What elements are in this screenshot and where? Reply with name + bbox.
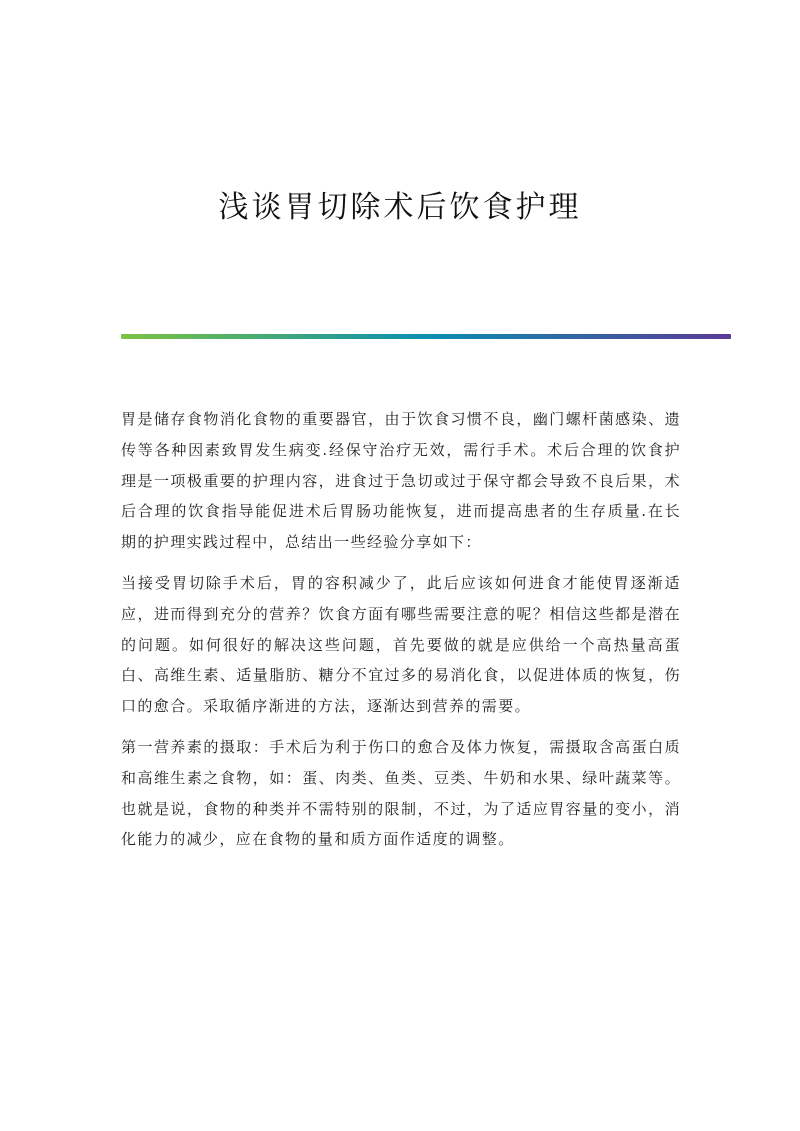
document-title: 浅谈胃切除术后饮食护理 [218,190,582,225]
paragraph-post-surgery-questions: 当接受胃切除手术后，胃的容积减少了，此后应该如何进食才能使胃逐渐适应，进而得到充分的营养？饮食方面有哪些需要注意的呢？相信这些都是潜在的问题。如何很好的解决这些问题，首先要做的就是应供给一个高热量高蛋白、高维生素、适量脂肪、糖分不宜过多的易消化食，以促进体质的恢复，伤口的愈合。采取循序渐进的方法，逐渐达到营养的需要。 [121,573,681,716]
document-body [121,404,681,865]
paragraph-nutrient-intake: 第一营养素的摄取：手术后为利于伤口的愈合及体力恢复，需摄取含高蛋白质和高维生素之食物，如：蛋、肉类、鱼类、豆类、牛奶和水果、绿叶蔬菜等。也就是说，食物的种类并不需特别的限制，不过，为了适应胃容量的变小，消化能力的减少，应在食物的量和质方面作适度的调整。 [121,737,681,849]
paragraph-intro: 胃是储存食物消化食物的重要器官，由于饮食习惯不良，幽门螺杆菌感染、遗传等各种因素致胃发生病变.经保守治疗无效，需行手术。术后合理的饮食护理是一项极重要的护理内容，进食过于急切或过于保守都会导致不良后果，术后合理的饮食指导能促进术后胃肠功能恢复，进而提高患者的生存质量.在长期的护理实践过程中，总结出一些经验分享如下： [121,410,681,552]
gradient-divider [121,334,731,339]
